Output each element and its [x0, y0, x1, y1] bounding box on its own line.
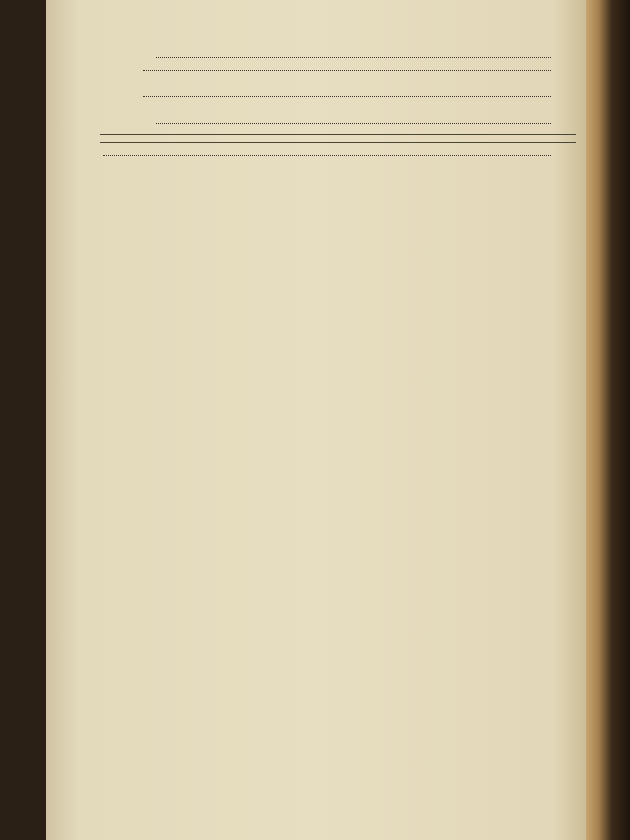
toc-entry-6-5-3	[100, 100, 576, 127]
leader-dots	[143, 95, 551, 97]
toc-entry-6-4	[100, 61, 576, 74]
table-of-contents	[100, 34, 576, 159]
toc-entry-6-3-10	[100, 34, 576, 61]
leader-dots	[156, 122, 551, 124]
leader-dots	[103, 154, 551, 156]
toc-entry-6-5	[100, 74, 576, 101]
divider	[100, 142, 576, 143]
book-page	[46, 0, 586, 840]
divider	[100, 134, 576, 135]
leader-dots	[156, 56, 551, 58]
background-edge	[585, 0, 630, 840]
leader-dots	[143, 69, 551, 71]
toc-entry-bibliography	[100, 146, 576, 159]
